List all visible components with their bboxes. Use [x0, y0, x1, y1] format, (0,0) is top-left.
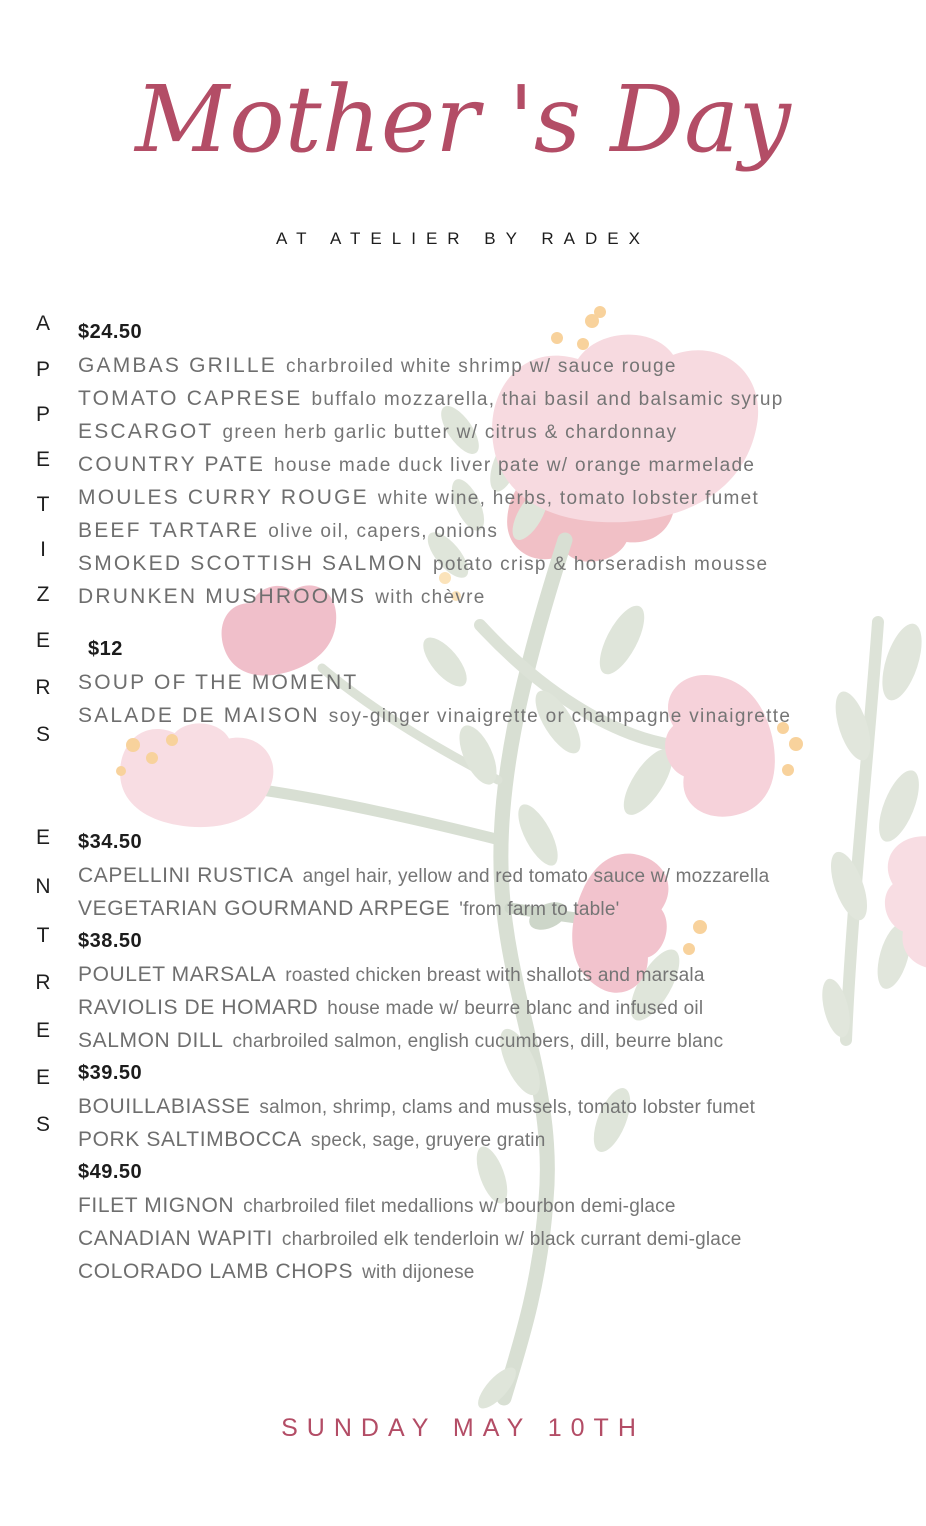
- price: $34.50: [78, 831, 143, 853]
- rail-letter: R: [35, 676, 51, 699]
- menu-item: [78, 580, 918, 613]
- menu-item: [78, 382, 918, 415]
- rail-letter: S: [35, 723, 50, 746]
- menu-item: [78, 1222, 918, 1255]
- entrees-section: [78, 826, 918, 1288]
- item-name: MOULES CURRY ROUGE: [78, 486, 369, 509]
- appetizers-section: [78, 316, 918, 732]
- item-name: CANADIAN WAPITI: [78, 1227, 273, 1250]
- item-description: charbroiled filet medallions w/ bourbon demi-glace: [243, 1196, 676, 1217]
- item-name: SMOKED SCOTTISH SALMON: [78, 552, 424, 575]
- rail-letter: E: [35, 629, 50, 652]
- menu-item: [78, 514, 918, 547]
- item-description: 'from farm to table': [459, 899, 620, 920]
- item-name: BEEF TARTARE: [78, 519, 260, 542]
- rail-letter: T: [36, 493, 50, 516]
- menu-item: [78, 1123, 918, 1156]
- event-date: SUNDAY MAY 10TH: [281, 1414, 645, 1442]
- item-description: white wine, herbs, tomato lobster fumet: [377, 488, 760, 509]
- rail-letter: A: [35, 312, 50, 335]
- item-name: FILET MIGNON: [78, 1194, 235, 1217]
- menu-item: [78, 1255, 918, 1288]
- item-name: GAMBAS GRILLE: [78, 354, 277, 377]
- page-title: Mother 's Day: [135, 66, 791, 173]
- item-name: COUNTRY PATE: [78, 453, 266, 476]
- menu-item: [78, 1024, 918, 1057]
- item-description: charbroiled elk tenderloin w/ black currant demi-glace: [281, 1229, 742, 1250]
- item-name: TOMATO CAPRESE: [78, 387, 303, 410]
- rail-letter: N: [35, 875, 51, 898]
- menu-item: [78, 699, 918, 732]
- item-name: COLORADO LAMB CHOPS: [78, 1260, 354, 1283]
- menu-item: [78, 991, 918, 1024]
- item-name: SALADE DE MAISON: [78, 704, 320, 727]
- rail-letter: I: [40, 538, 46, 561]
- menu-item: [78, 859, 918, 892]
- item-name: CAPELLINI RUSTICA: [78, 864, 294, 887]
- item-description: speck, sage, gruyere gratin: [310, 1130, 546, 1151]
- entrees-vertical-label: [28, 0, 58, 1526]
- rail-letter: Z: [36, 583, 50, 606]
- rail-letter: S: [35, 1113, 50, 1136]
- item-description: salmon, shrimp, clams and mussels, tomato lobster fumet: [259, 1097, 756, 1118]
- rail-letter: T: [36, 924, 50, 947]
- menu-item: [78, 1090, 918, 1123]
- item-name: SOUP OF THE MOMENT: [78, 671, 359, 694]
- item-description: charbroiled salmon, english cucumbers, dill, beurre blanc: [232, 1031, 724, 1052]
- price: $12: [88, 638, 123, 660]
- price: $39.50: [78, 1062, 143, 1084]
- menu-item: [78, 1189, 918, 1222]
- rail-letter: E: [35, 448, 50, 471]
- menu-item: [78, 958, 918, 991]
- menu-item: [78, 448, 918, 481]
- item-name: PORK SALTIMBOCCA: [78, 1128, 302, 1151]
- rail-letter: E: [35, 1066, 50, 1089]
- menu-item: [78, 349, 918, 382]
- item-description: house made w/ beurre blanc and infused oil: [327, 998, 704, 1019]
- price: $38.50: [78, 930, 143, 952]
- rail-letter: E: [35, 1019, 50, 1042]
- item-description: with chèvre: [375, 587, 486, 608]
- rail-letter: P: [35, 358, 50, 381]
- menu-item: [78, 547, 918, 580]
- item-description: soy-ginger vinaigrette or champagne vinaigrette: [328, 706, 792, 727]
- price: $24.50: [78, 321, 143, 343]
- item-name: BOUILLABIASSE: [78, 1095, 251, 1118]
- item-name: ESCARGOT: [78, 420, 214, 443]
- rail-letter: E: [35, 826, 50, 849]
- item-description: roasted chicken breast with shallots and marsala: [285, 965, 705, 986]
- rail-letter: R: [35, 971, 51, 994]
- item-description: olive oil, capers, onions: [268, 521, 499, 542]
- item-description: house made duck liver pate w/ orange marmelade: [274, 455, 756, 476]
- item-description: green herb garlic butter w/ citrus & chardonnay: [222, 422, 678, 443]
- price: $49.50: [78, 1161, 143, 1183]
- item-name: SALMON DILL: [78, 1029, 224, 1052]
- item-name: DRUNKEN MUSHROOMS: [78, 585, 367, 608]
- item-description: potato crisp & horseradish mousse: [432, 554, 769, 575]
- menu-item: [78, 666, 918, 699]
- item-description: angel hair, yellow and red tomato sauce w/ mozzarella: [302, 866, 770, 887]
- menu-item: [78, 481, 918, 514]
- item-description: with dijonese: [362, 1262, 475, 1283]
- item-name: VEGETARIAN GOURMAND ARPEGE: [78, 897, 451, 920]
- item-description: charbroiled white shrimp w/ sauce rouge: [286, 356, 677, 377]
- menu-item: [78, 892, 918, 925]
- page-subtitle: AT ATELIER BY RADEX: [276, 229, 650, 248]
- item-description: buffalo mozzarella, thai basil and balsamic syrup: [311, 389, 784, 410]
- rail-letter: P: [35, 403, 50, 426]
- menu-item: [78, 415, 918, 448]
- item-name: RAVIOLIS DE HOMARD: [78, 996, 319, 1019]
- item-name: POULET MARSALA: [78, 963, 277, 986]
